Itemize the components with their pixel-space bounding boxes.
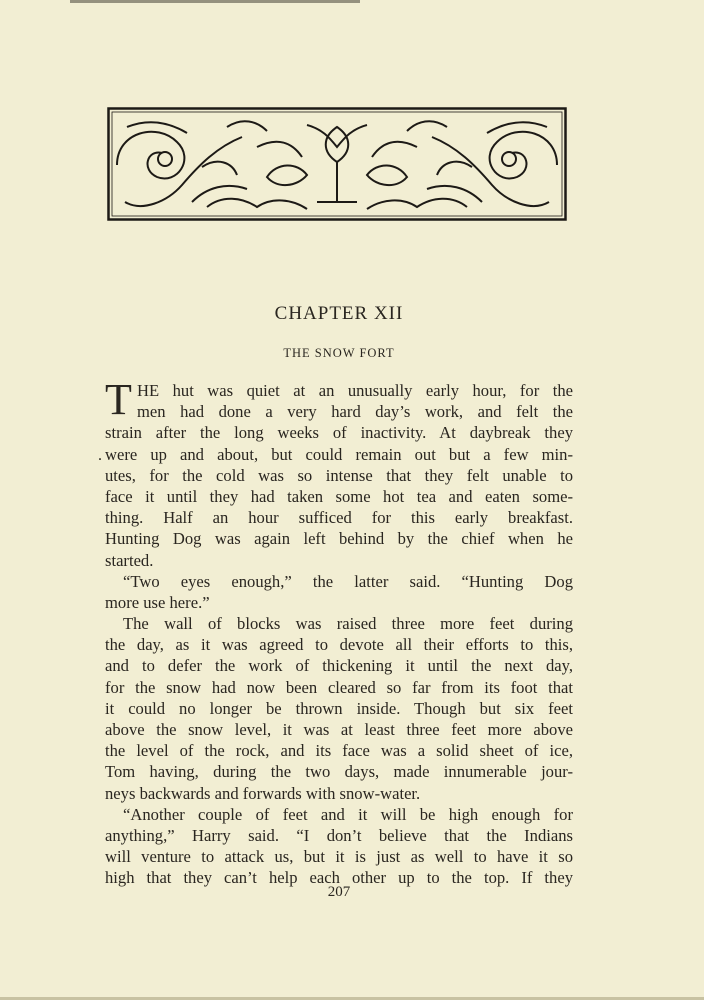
text-line: Hunting Dog was again left behind by the chief when he [105,529,573,549]
text-line: started. [105,550,154,570]
decorative-headpiece-ornament [107,107,567,221]
text-line: were up and about, but could remain out but a few min- [105,444,573,464]
text-line: the day, as it was agreed to devote all their efforts to this, [105,635,573,655]
text-line: The wall of blocks was raised three more feet during [123,614,573,634]
text-line: the level of the rock, and its face was a solid sheet of ice, [105,741,573,761]
text-line: face it until they had taken some hot tea and eaten some- [105,486,573,506]
text-line: more use here.” [105,592,210,612]
text-line: anything,” Harry said. “I don’t believe that the Indians [105,825,573,845]
text-line: and to defer the work of thickening it until the next day, [105,656,573,676]
text-line: “Another couple of feet and it will be high enough for [123,804,573,824]
top-edge-rule [70,0,360,3]
text-line: strain after the long weeks of inactivity. At daybreak they [105,423,573,443]
text-line: Tom having, during the two days, made innumerable jour- [105,762,573,782]
text-line: it could no longer be thrown inside. Though but six feet [105,698,573,718]
print-speck: . [98,447,102,464]
text-line: neys backwards and forwards with snow-water. [105,783,421,803]
text-line: HE hut was quiet at an unusually early hour, for the [137,381,573,400]
text-line: will venture to attack us, but it is just as well to have it so [105,847,573,867]
drop-cap: T [105,375,132,424]
body-text [105,375,573,889]
text-line: high that they can’t help each other up to the top. If they [105,868,573,888]
text-line: “Two eyes enough,” the latter said. “Hunting Dog [123,571,573,591]
text-line: for the snow had now been cleared so far from its foot that [105,677,573,697]
chapter-title: CHAPTER XII [274,303,404,324]
page-number: 207 [327,884,351,900]
chapter-subtitle: THE SNOW FORT [283,346,395,360]
text-line: thing. Half an hour sufficed for this early breakfast. [105,508,573,528]
text-line: men had done a very hard day’s work, and felt the [137,402,573,422]
text-line: utes, for the cold was so intense that they felt unable to [105,465,573,485]
text-line: above the snow level, it was at least three feet more above [105,720,573,739]
